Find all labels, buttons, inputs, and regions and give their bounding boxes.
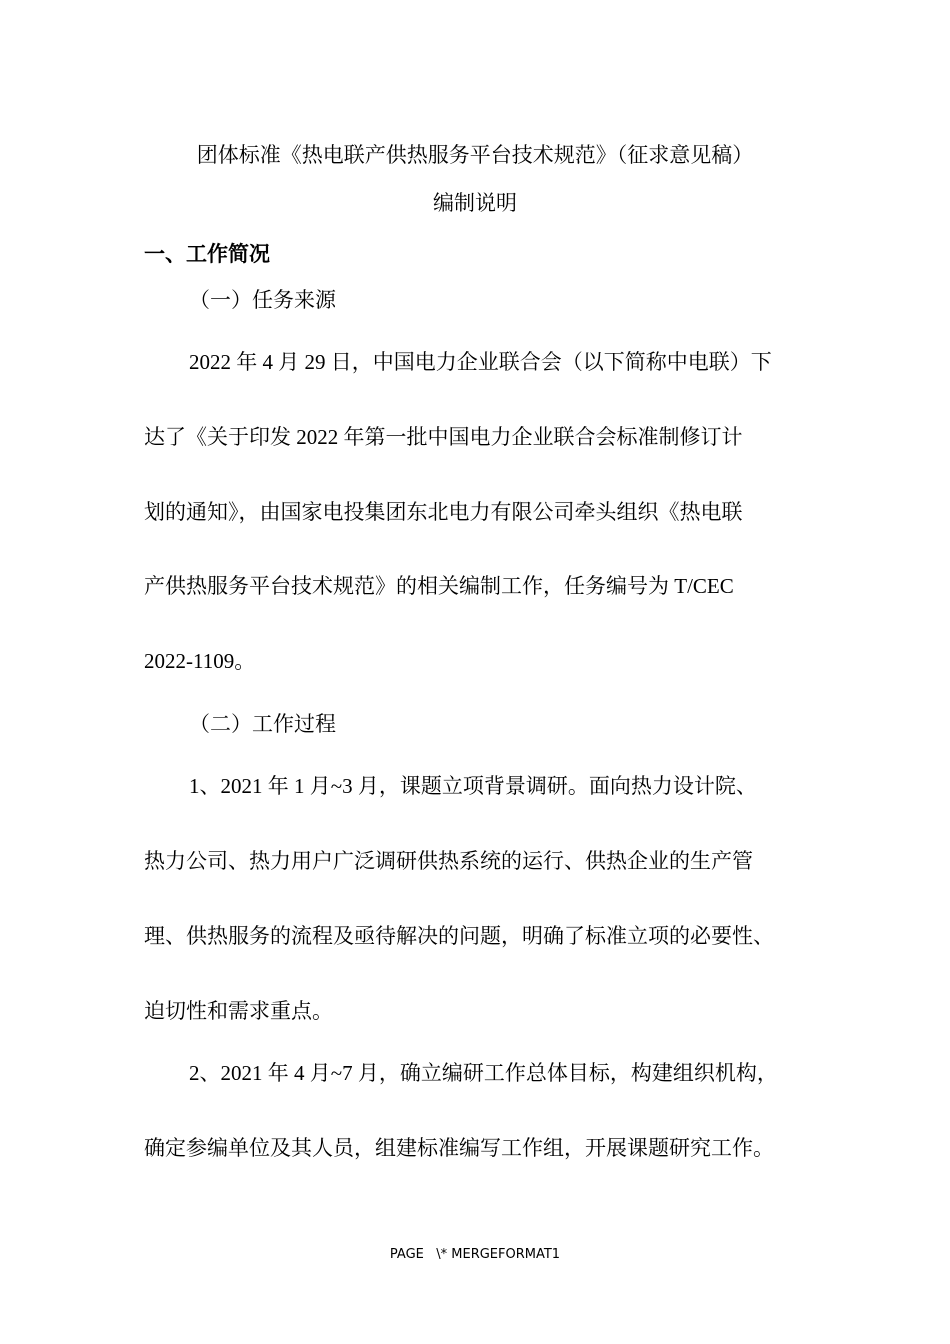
paragraph-line: 2、2021 年 4 月~7 月，确立编研工作总体目标，构建组织机构， [189,1061,778,1085]
paragraph-line: 达了《关于印发 2022 年第一批中国电力企业联合会标准制修订计 [144,425,743,449]
subsection-heading-task-source: （一）任务来源 [189,288,336,312]
document-title: 团体标准《热电联产供热服务平台技术规范》（征求意见稿） [196,143,754,167]
section-heading-work-overview: 一、工作简况 [144,242,270,266]
paragraph-line: 1、2021 年 1 月~3 月，课题立项背景调研。面向热力设计院、 [189,774,757,798]
page-footer-field: PAGE \* MERGEFORMAT1 [389,1247,561,1262]
paragraph-line: 划的通知》，由国家电投集团东北电力有限公司牵头组织《热电联 [144,500,743,524]
paragraph-line: 迫切性和需求重点。 [144,999,333,1023]
paragraph-line: 产供热服务平台技术规范》的相关编制工作，任务编号为 T/CEC [144,574,734,598]
paragraph-line: 2022 年 4 月 29 日，中国电力企业联合会（以下简称中电联）下 [189,350,772,374]
subsection-heading-work-process: （二）工作过程 [189,712,336,736]
paragraph-line: 确定参编单位及其人员，组建标准编写工作组，开展课题研究工作。 [144,1136,774,1160]
document-subtitle: 编制说明 [433,191,517,215]
paragraph-line: 理、供热服务的流程及亟待解决的问题，明确了标准立项的必要性、 [144,924,774,948]
paragraph-line: 热力公司、热力用户广泛调研供热系统的运行、供热企业的生产管 [144,849,753,873]
paragraph-line: 2022-1109。 [144,649,256,673]
